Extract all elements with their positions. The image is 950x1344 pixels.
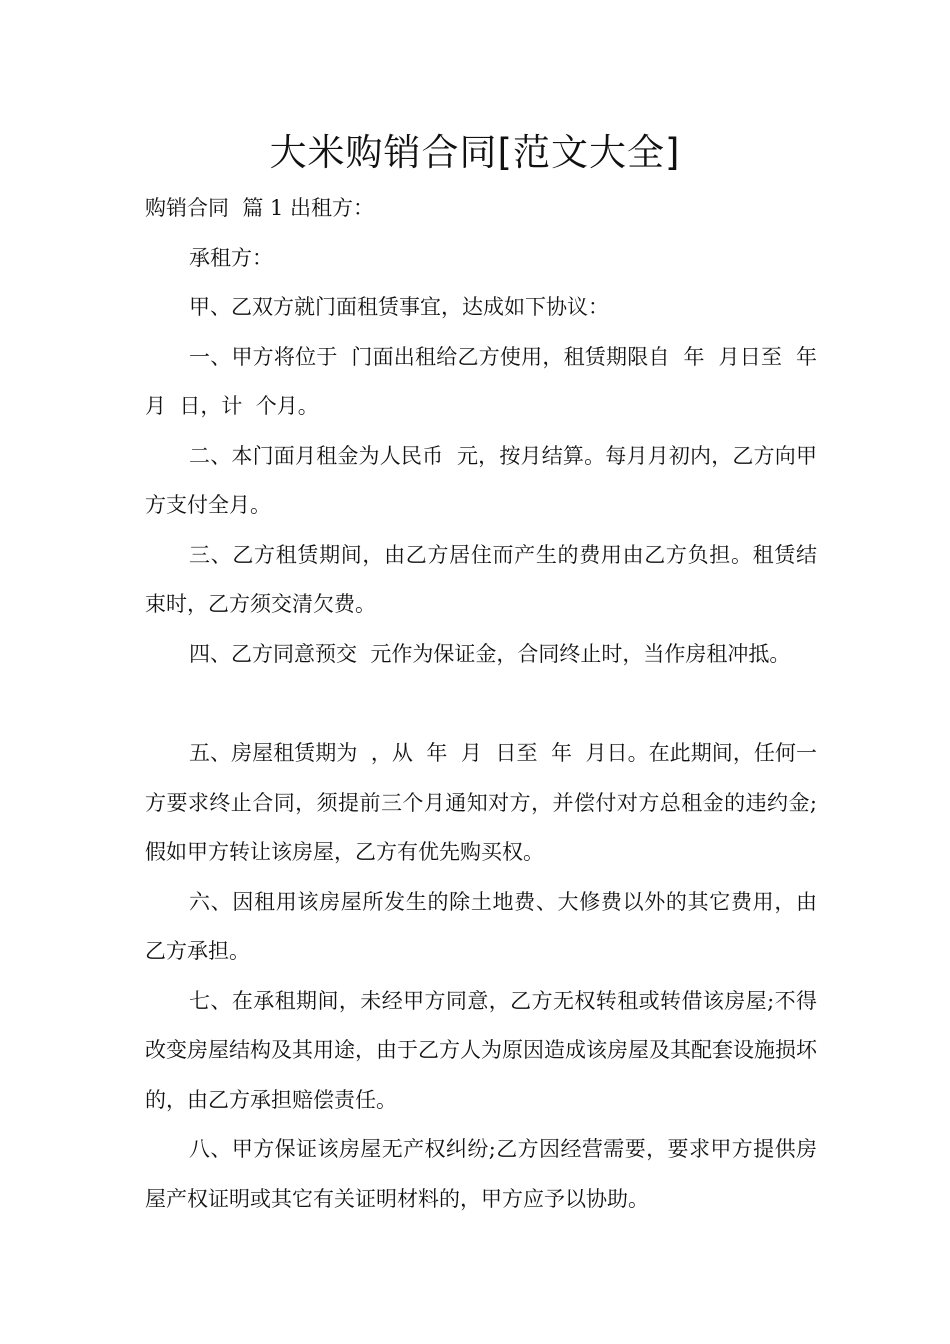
paragraph-clause-5: 五、房屋租赁期为 ，从 年 月 日至 年 月日。在此期间，任何一方要求终止合同，须提前三个月通知对方，并偿付对方总租金的违约金;假如甲方转让该房屋，乙方有优先购买权。 [145,741,817,864]
paragraph-lessee: 承租方： [189,245,273,270]
document-body [145,184,831,1224]
paragraph-gap [145,679,817,729]
paragraph-header: 购销合同 篇 1 出租方： [145,196,375,220]
paragraph-clause-8: 八、甲方保证该房屋无产权纠纷;乙方因经营需要，要求甲方提供房屋产权证明或其它有关证明材料的，甲方应予以协助。 [145,1137,817,1211]
paragraph-agreement-intro: 甲、乙双方就门面租赁事宜，达成如下协议： [189,295,609,319]
paragraph-clause-4: 四、乙方同意预交 元作为保证金，合同终止时，当作房租冲抵。 [189,641,791,666]
document-title: 大米购销合同[范文大全] [269,131,681,174]
paragraph-clause-3: 三、乙方租赁期间，由乙方居住而产生的费用由乙方负担。租赁结束时，乙方须交清欠费。 [145,542,817,616]
paragraph-clause-1: 一、甲方将位于 门面出租给乙方使用，租赁期限自 年 月日至 年 月 日，计 个月。 [145,344,831,418]
paragraph-clause-2: 二、本门面月租金为人民币 元，按月结算。每月月初内，乙方向甲方支付全月。 [145,443,817,517]
paragraph-clause-7: 七、在承租期间，未经甲方同意，乙方无权转租或转借该房屋;不得改变房屋结构及其用途，由于乙方人为原因造成该房屋及其配套设施损坏的，由乙方承担赔偿责任。 [145,988,817,1112]
paragraph-clause-6: 六、因租用该房屋所发生的除土地费、大修费以外的其它费用，由乙方承担。 [145,889,817,963]
